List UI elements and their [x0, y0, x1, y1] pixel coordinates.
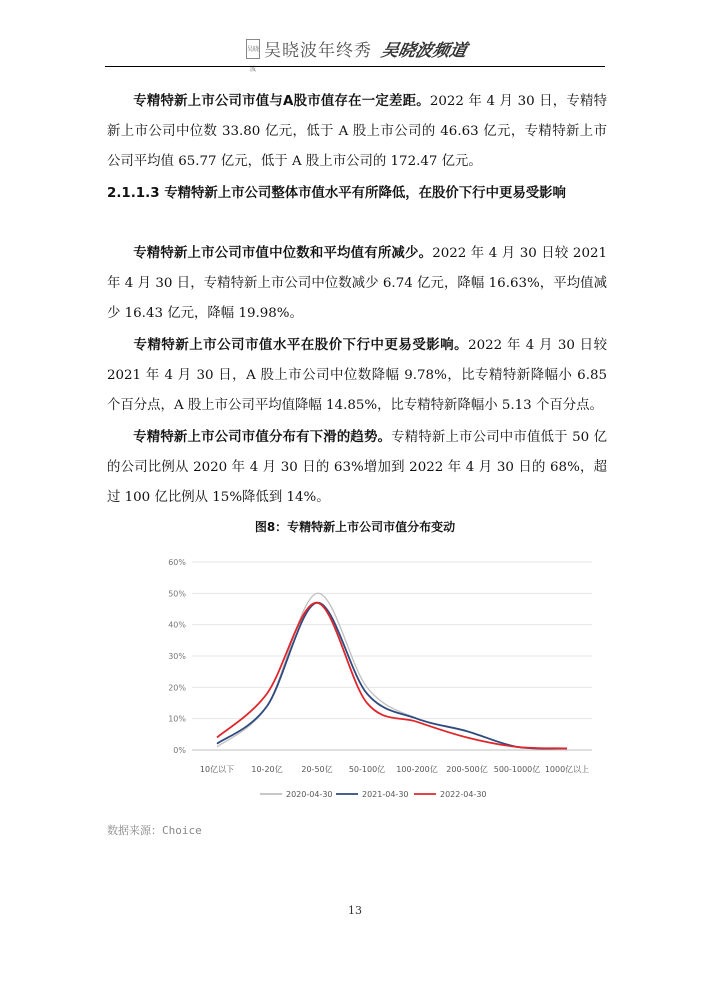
x-tick-label: 200-500亿	[446, 765, 488, 774]
x-tick-label: 1000亿以上	[544, 765, 590, 774]
legend-label: 2020-04-30	[286, 790, 333, 799]
y-tick-label: 0%	[173, 746, 186, 755]
paragraph-2-lead: 专精特新上市公司市值中位数和平均值有所减少。	[133, 246, 433, 261]
section-heading: 2.1.1.3 专精特新上市公司整体市值水平有所降低，在股价下行中更易受影响	[107, 186, 566, 201]
paragraph-3	[107, 331, 607, 421]
y-tick-label: 20%	[168, 683, 186, 693]
header-signature-logo: 吴晓波频道	[379, 41, 469, 61]
y-tick-label: 50%	[168, 589, 186, 599]
y-tick-label: 40%	[168, 620, 186, 630]
distribution-chart	[152, 548, 604, 812]
paragraph-1-text: 2022 年 4 月 30 日，专精特新上市公司中位数 33.80 亿元，低于 A 股上市公司的 46.63 亿元，专精特新上市公司平均值 65.77 亿元，低于 A 股上市公司的 172.47 亿元。	[107, 94, 607, 169]
paragraph-4-text: 专精特新上市公司中市值低于 50 亿的公司比例从 2020 年 4 月 30 日的 63%增加到 2022 年 4 月 30 日的 68%，超过 100 亿比例从 15%降低到 14%。	[107, 430, 607, 505]
paragraph-3-lead: 专精特新上市公司市值水平在股价下行中更易受影响。	[133, 338, 469, 353]
x-tick-label: 10-20亿	[251, 765, 283, 774]
legend-label: 2021-04-30	[362, 790, 409, 799]
y-tick-label: 30%	[168, 652, 186, 661]
data-source: 数据来源：Choice	[107, 824, 202, 837]
legend-label: 2022-04-30	[440, 790, 487, 799]
x-tick-label: 20-50亿	[301, 765, 333, 774]
x-tick-label: 100-200亿	[396, 765, 438, 774]
header-title: 吴晓波年终秀	[264, 41, 372, 61]
brand-logo-icon: 吴晓波	[246, 39, 260, 59]
x-tick-label: 500-1000亿	[493, 765, 541, 774]
paragraph-2-text: 2022 年 4 月 30 日较 2021 年 4 月 30 日，专精特新上市公司中位数减少 6.74 亿元，降幅 16.63%，平均值减少 16.43 亿元，降幅 19.98%。	[107, 246, 607, 321]
paragraph-1-lead: 专精特新上市公司市值与A股市值存在一定差距。	[133, 94, 430, 109]
chart-svg	[152, 548, 604, 812]
x-tick-label: 10亿以下	[199, 765, 235, 774]
paragraph-4	[107, 423, 607, 513]
paragraph-4-lead: 专精特新上市公司市值分布有下滑的趋势。	[133, 430, 392, 445]
y-tick-label: 60%	[168, 558, 186, 567]
paragraph-2	[107, 239, 607, 329]
header-divider	[105, 66, 605, 67]
x-tick-label: 50-100亿	[348, 765, 386, 774]
figure-title: 图8：专精特新上市公司市值分布变动	[254, 520, 456, 534]
paragraph-3-text: 2022 年 4 月 30 日较 2021 年 4 月 30 日，A 股上市公司中位数降幅 9.78%，比专精特新降幅小 6.85 个百分点，A 股上市公司平均值降幅 14.85%，比专精特新降幅小 5.13 个百分点。	[107, 338, 608, 413]
series-line-2020-04-30	[217, 593, 567, 748]
page-number: 13	[348, 904, 362, 917]
paragraph-1	[107, 87, 607, 177]
y-tick-label: 10%	[168, 714, 186, 724]
page-header	[0, 30, 710, 73]
